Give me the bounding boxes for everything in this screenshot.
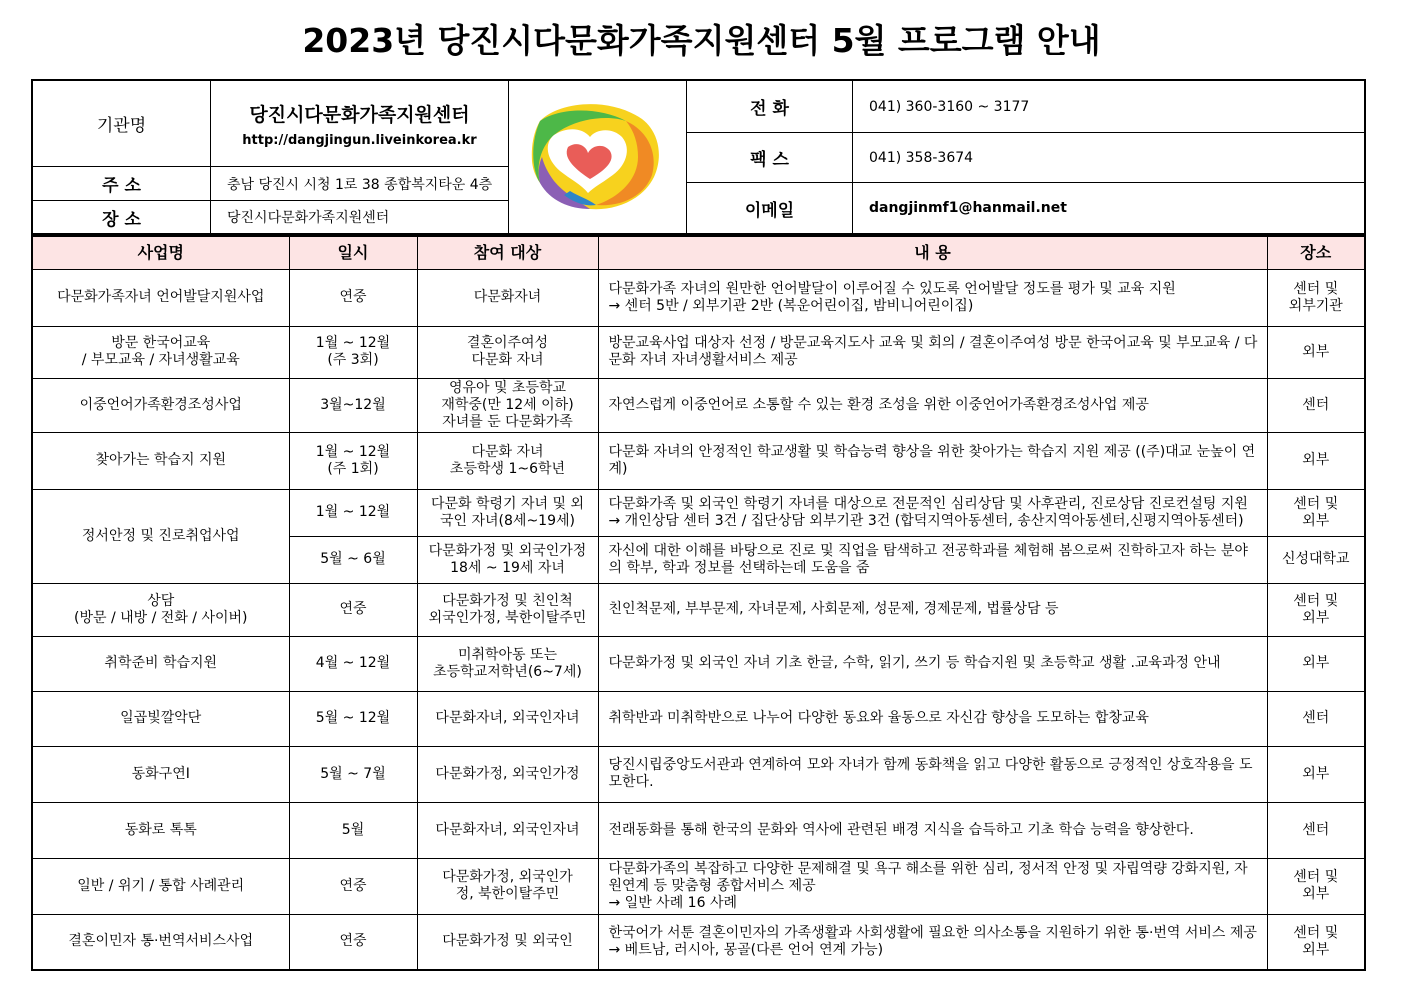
header-target: 참여 대상 — [417, 236, 598, 269]
phone-value: 041) 360-3160 ~ 3177 — [853, 81, 1364, 133]
date-cell — [289, 858, 417, 914]
place-cell — [1267, 489, 1365, 536]
place-cell — [1267, 858, 1365, 914]
table-row — [32, 858, 1365, 914]
target-cell — [417, 489, 598, 536]
cell-line: 방문 한국어교육 — [111, 335, 211, 351]
cell-line: 다문화가정, 외국인가 — [442, 869, 573, 885]
target-cell — [417, 326, 598, 378]
date-cell — [289, 636, 417, 691]
cell-line: (주 1회) — [327, 460, 379, 477]
program-name-cell — [32, 858, 289, 914]
cell-line: 외부 — [1302, 941, 1330, 958]
cell-line: 센터 및 — [1293, 592, 1339, 609]
table-row — [32, 378, 1365, 432]
org-name-cell — [211, 81, 509, 167]
cell-line: 외부 — [1302, 609, 1330, 626]
cell-line: → 베트남, 러시아, 몽골(다른 언어 연계 가능) — [608, 941, 884, 958]
program-name-cell — [32, 802, 289, 858]
place-cell — [1267, 691, 1365, 746]
cell-line: 센터 및 — [1293, 495, 1339, 512]
cell-line: 18세 ~ 19세 자녀 — [450, 559, 565, 576]
cell-line: 외부 — [1302, 343, 1330, 360]
table-row — [32, 691, 1365, 746]
cell-line: 다문화 학령기 자녀 및 외 — [430, 495, 585, 512]
fax-value: 041) 358-3674 — [853, 133, 1364, 183]
cell-line: 센터 및 — [1293, 280, 1339, 297]
content-cell — [598, 432, 1267, 489]
header-name: 사업명 — [32, 236, 289, 269]
cell-line: 외부기관 — [1288, 297, 1343, 314]
date-cell — [289, 489, 417, 536]
cell-line: 이중언어가족환경조성사업 — [79, 396, 242, 413]
cell-line: 재학중(만 12세 이하) — [441, 396, 574, 413]
cell-line: 결혼이민자 통·번역서비스사업 — [68, 933, 254, 950]
place-cell — [1267, 378, 1365, 432]
cell-line: 1월 ~ 12월 — [315, 335, 391, 351]
date-cell — [289, 536, 417, 583]
address-label: 주 소 — [33, 167, 211, 201]
header-date: 일시 — [289, 236, 417, 269]
cell-line: 초등학생 1~6학년 — [449, 460, 566, 477]
place-cell — [1267, 636, 1365, 691]
place-cell — [1267, 583, 1365, 636]
cell-line: 5월 — [341, 821, 365, 838]
cell-line: 당진시립중앙도서관과 연계하여 모와 자녀가 함께 동화책을 읽고 다양한 활동으로 긍정적인 상호작용을 도모한다. — [608, 757, 1253, 790]
cell-line: 자연스럽게 이중언어로 소통할 수 있는 환경 조성을 위한 이중언어가족환경조성사업 제공 — [608, 396, 1149, 413]
content-cell — [598, 583, 1267, 636]
target-cell — [417, 583, 598, 636]
cell-line: 취학반과 미취학반으로 나누어 다양한 동요와 율동으로 자신감 향상을 도모하는 합창교육 — [608, 710, 1149, 726]
date-cell — [289, 802, 417, 858]
cell-line: 다문화가족 및 외국인 학령기 자녀를 대상으로 전문적인 심리상담 및 사후관리, 진로상담 진로컨설팅 지원 — [608, 495, 1248, 512]
place-label: 장 소 — [33, 201, 211, 233]
cell-line: 다문화자녀, 외국인자녀 — [435, 821, 580, 838]
cell-line: 동화로 톡톡 — [124, 821, 197, 838]
cell-line: 미취학아동 또는 — [457, 646, 558, 663]
cell-line: 신성대학교 — [1281, 551, 1350, 567]
table-row — [32, 583, 1365, 636]
table-row — [32, 914, 1365, 970]
date-cell — [289, 583, 417, 636]
org-url[interactable]: http://dangjingun.liveinkorea.kr — [242, 132, 477, 148]
date-cell — [289, 326, 417, 378]
page-title: 2023년 당진시다문화가족지원센터 5월 프로그램 안내 — [302, 21, 1101, 60]
cell-line: 일곱빛깔악단 — [120, 710, 202, 726]
program-name-cell — [32, 432, 289, 489]
cell-line: 취학준비 학습지원 — [104, 655, 218, 671]
cell-line: 1월 ~ 12월 — [315, 443, 391, 460]
cell-line: 연중 — [339, 933, 367, 950]
cell-line: 방문교육사업 대상자 선정 / 방문교육지도사 교육 및 회의 / 결혼이주여성 방문 한국어교육 및 부모교육 / 다문화 자녀 자녀생활서비스 제공 — [608, 335, 1258, 368]
cell-line: 다문화 자녀의 안정적인 학교생활 및 학습능력 향상을 위한 찾아가는 학습지 지원 제공 ((주)대교 눈높이 연계) — [608, 443, 1256, 477]
target-cell — [417, 378, 598, 432]
cell-line: 4월 ~ 12월 — [315, 655, 391, 671]
cell-line: 정서안정 및 진로취업사업 — [81, 527, 240, 544]
place-cell — [1267, 536, 1365, 583]
target-cell — [417, 691, 598, 746]
cell-line: 외부 — [1302, 655, 1330, 671]
cell-line: 센터 및 — [1293, 924, 1339, 941]
target-cell — [417, 269, 598, 326]
email-value[interactable]: dangjinmf1@hanmail.net — [869, 200, 1067, 216]
cell-line: 외국인가정, 북한이탈주민 — [428, 609, 587, 626]
cell-line: 다문화가정 및 친인척 — [442, 592, 573, 609]
cell-line: 다문화 자녀 — [471, 352, 544, 368]
cell-line: 자신에 대한 이해를 바탕으로 진로 및 직업을 탐색하고 전공학과를 체험해 봄으로써 진학하고자 하는 분야의 학부, 학과 정보를 선택하는데 도움을 줌 — [608, 542, 1248, 576]
content-cell — [598, 914, 1267, 970]
cell-line: 센터 — [1302, 821, 1330, 838]
cell-line: / 부모교육 / 자녀생활교육 — [81, 352, 240, 368]
cell-line: 외부 — [1302, 452, 1330, 468]
cell-line: 1월 ~ 12월 — [315, 504, 391, 520]
target-cell — [417, 802, 598, 858]
place-cell — [1267, 914, 1365, 970]
cell-line: 5월 ~ 6월 — [320, 551, 386, 567]
org-info-box — [31, 79, 1366, 235]
target-cell — [417, 636, 598, 691]
cell-line: 연중 — [339, 289, 367, 305]
cell-line: 다문화가정 및 외국인 자녀 기초 한글, 수학, 읽기, 쓰기 등 학습지원 및 초등학교 생활 .교육과정 안내 — [608, 655, 1221, 671]
cell-line: 일반 / 위기 / 통합 사례관리 — [77, 877, 245, 894]
cell-line: 다문화자녀 — [473, 289, 542, 305]
content-cell — [598, 536, 1267, 583]
cell-line: 다문화가족의 복잡하고 다양한 문제해결 및 욕구 해소를 위한 심리, 정서적 안정 및 자립역량 강화지원, 자원연계 등 맞춤형 종합서비스 제공 — [608, 860, 1248, 894]
program-name-cell — [32, 583, 289, 636]
table-row — [32, 746, 1365, 802]
program-name-cell — [32, 269, 289, 326]
table-row — [32, 269, 1365, 326]
logo-emblem-icon — [530, 101, 666, 213]
cell-line: 국인 자녀(8세~19세) — [440, 512, 575, 529]
place-cell — [1267, 326, 1365, 378]
table-row — [32, 489, 1365, 536]
org-name: 당진시다문화가족지원센터 — [249, 103, 470, 126]
cell-line: 전래동화를 통해 한국의 문화와 역사에 관련된 배경 지식을 습득하고 기초 학습 능력을 향상한다. — [608, 821, 1194, 838]
cell-line: 센터 — [1302, 396, 1330, 413]
program-name-cell — [32, 326, 289, 378]
cell-line: 다문화자녀, 외국인자녀 — [435, 710, 580, 726]
content-cell — [598, 691, 1267, 746]
org-label: 기관명 — [33, 81, 211, 167]
cell-line: 찾아가는 학습지 지원 — [95, 452, 227, 468]
date-cell — [289, 269, 417, 326]
cell-line: 자녀를 둔 다문화가족 — [442, 413, 573, 430]
program-name-cell — [32, 914, 289, 970]
cell-line: 다문화가정 및 외국인가정 — [428, 542, 587, 559]
cell-line: → 센터 5반 / 외부기관 2반 (복운어린이집, 밤비니어린이집) — [608, 297, 974, 314]
table-row — [32, 636, 1365, 691]
cell-line: 한국어가 서툰 결혼이민자의 가족생활과 사회생활에 필요한 의사소통을 지원하기 위한 통·번역 서비스 제공 — [608, 924, 1257, 941]
cell-line: 상담 — [147, 592, 175, 609]
cell-line: 결혼이주여성 — [466, 335, 549, 351]
center-logo — [509, 81, 687, 233]
place-cell — [1267, 432, 1365, 489]
cell-line: → 개인상담 센터 3건 / 집단상담 외부기관 3건 (합덕지역아동센터, 송산지역아동센터,신평지역아동센터) — [608, 512, 1244, 529]
program-name-cell — [32, 378, 289, 432]
program-name-cell — [32, 691, 289, 746]
place-cell — [1267, 802, 1365, 858]
cell-line: 센터 및 — [1293, 869, 1339, 885]
fax-label: 팩 스 — [687, 133, 853, 183]
content-cell — [598, 269, 1267, 326]
place-cell — [1267, 746, 1365, 802]
content-cell — [598, 636, 1267, 691]
cell-line: 센터 — [1302, 710, 1330, 726]
cell-line: 초등학교저학년(6~7세) — [433, 663, 582, 680]
target-cell — [417, 746, 598, 802]
email-label: 이메일 — [687, 183, 853, 233]
cell-line: 다문화가정, 외국인가정 — [435, 765, 580, 782]
date-cell — [289, 691, 417, 746]
cell-line: 다문화가족 자녀의 원만한 언어발달이 이루어질 수 있도록 언어발달 정도를 평가 및 교육 지원 — [608, 280, 1176, 297]
place-cell — [1267, 269, 1365, 326]
cell-line: → 일반 사례 16 사례 — [608, 894, 737, 911]
target-cell — [417, 432, 598, 489]
cell-line: 정, 북한이탈주민 — [455, 886, 560, 902]
program-name-cell — [32, 489, 289, 583]
address-value: 충남 당진시 시청 1로 38 종합복지타운 4층 — [211, 167, 509, 201]
target-cell — [417, 858, 598, 914]
program-name-cell — [32, 746, 289, 802]
cell-line: 다문화 자녀 — [471, 443, 544, 460]
place-value: 당진시다문화가족지원센터 — [211, 201, 509, 233]
header-place: 장소 — [1267, 236, 1365, 269]
cell-line: (주 3회) — [327, 352, 379, 368]
table-header-row — [32, 236, 1365, 269]
header-content: 내 용 — [598, 236, 1267, 269]
phone-label: 전 화 — [687, 81, 853, 133]
content-cell — [598, 858, 1267, 914]
content-cell — [598, 378, 1267, 432]
cell-line: 외부 — [1302, 512, 1330, 529]
cell-line: 다문화가족자녀 언어발달지원사업 — [57, 289, 265, 305]
cell-line: 친인척문제, 부부문제, 자녀문제, 사회문제, 성문제, 경제문제, 법률상담 등 — [608, 601, 1059, 617]
cell-line: 3월~12월 — [320, 396, 386, 413]
target-cell — [417, 914, 598, 970]
content-cell — [598, 326, 1267, 378]
cell-line: 5월 ~ 7월 — [320, 765, 386, 782]
table-row — [32, 432, 1365, 489]
cell-line: 5월 ~ 12월 — [315, 710, 391, 726]
cell-line: 영유아 및 초등학교 — [448, 379, 567, 396]
program-table — [31, 235, 1366, 971]
cell-line: 동화구연Ⅰ — [131, 765, 190, 782]
cell-line: 외부 — [1302, 765, 1330, 782]
program-name-cell — [32, 636, 289, 691]
content-cell — [598, 746, 1267, 802]
target-cell — [417, 536, 598, 583]
date-cell — [289, 432, 417, 489]
cell-line: 연중 — [339, 601, 367, 617]
program-rows — [32, 269, 1365, 970]
date-cell — [289, 378, 417, 432]
cell-line: 외부 — [1302, 886, 1330, 902]
date-cell — [289, 746, 417, 802]
content-cell — [598, 489, 1267, 536]
cell-line: 연중 — [339, 877, 367, 894]
content-cell — [598, 802, 1267, 858]
cell-line: (방문 / 내방 / 전화 / 사이버) — [74, 609, 248, 626]
table-row — [32, 326, 1365, 378]
date-cell — [289, 914, 417, 970]
cell-line: 다문화가정 및 외국인 — [442, 933, 573, 950]
table-row — [32, 802, 1365, 858]
